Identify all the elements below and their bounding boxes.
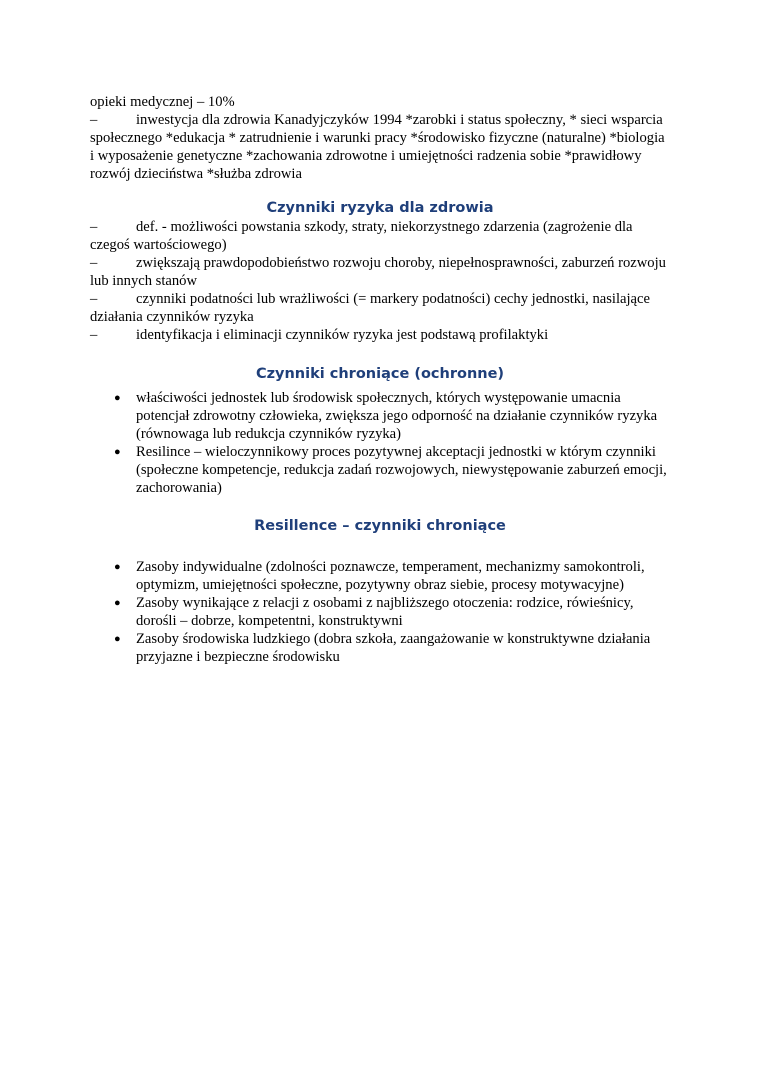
dash-marker: –: [90, 219, 98, 235]
resilience-list: [90, 558, 670, 666]
intro-dash-item: [90, 111, 670, 183]
risk-item-text: def. - możliwości powstania szkody, straty, niekorzystnego zdarzenia (zagrożenie dla czegoś wartościowego): [90, 219, 633, 253]
dash-marker: –: [90, 291, 98, 307]
list-item-text: Resilince – wieloczynnikowy proces pozytywnej akceptacji jednostki w którym czynniki (społeczne kompetencje, redukcja zadań rozwojowych, niewystępowanie zaburzeń emocji, zachorowania): [136, 444, 667, 496]
list-item: [90, 630, 670, 666]
bullet-icon: ●: [114, 446, 121, 458]
list-item: [90, 594, 670, 630]
risk-item-text: czynniki podatności lub wrażliwości (= markery podatności) cechy jednostki, nasilające działania czynników ryzyka: [90, 291, 650, 325]
list-item-text: Zasoby środowiska ludzkiego (dobra szkoła, zaangażowanie w konstruktywne działania przyjazne i bezpieczne środowisku: [136, 631, 651, 665]
dash-marker: –: [90, 327, 98, 343]
bullet-icon: ●: [114, 392, 121, 404]
resilience-heading: Resillence – czynniki chroniące: [254, 518, 506, 534]
risk-item: [90, 218, 670, 254]
risk-item: [90, 326, 670, 344]
dash-marker: –: [90, 255, 98, 271]
bullet-icon: ●: [114, 561, 121, 573]
list-item: [90, 443, 670, 497]
list-item-text: Zasoby wynikające z relacji z osobami z najbliższego otoczenia: rodzice, rówieśnicy, dorośli – dobrze, kompetentni, konstruktywni: [136, 595, 634, 629]
list-item-text: Zasoby indywidualne (zdolności poznawcze, temperament, mechanizmy samokontroli, optymizm, umiejętności społeczne, pozytywny obraz siebie, procesy motywacyjne): [136, 559, 645, 593]
protective-heading: Czynniki chroniące (ochronne): [255, 366, 505, 382]
risk-item: [90, 254, 670, 290]
list-item-text: właściwości jednostek lub środowisk społecznych, których występowanie umacnia potencjał zdrowotny człowieka, zwiększa jego odporność na działanie czynników ryzyka (równowaga lub redukcja czynników ryzyka): [136, 390, 658, 442]
intro-line: opieki medycznej – 10%: [90, 94, 235, 110]
intro-dash-text: inwestycja dla zdrowia Kanadyjczyków 1994 *zarobki i status społeczny, * sieci wsparcia społecznego *edukacja * zatrudnienie i warunki pracy *środowisko fizyczne (naturalne) *biologia i wyposażenie genetyczne *zachowania zdrowotne i umiejętności radzenia sobie *prawidłowy rozwój dzieciństwa *służba zdrowia: [90, 112, 665, 182]
risk-item-text: identyfikacja i eliminacji czynników ryzyka jest podstawą profilaktyki: [136, 327, 549, 343]
risk-item: [90, 290, 670, 326]
risk-heading: Czynniki ryzyka dla zdrowia: [266, 200, 494, 216]
risk-list: [90, 218, 670, 344]
protective-list: [90, 389, 670, 497]
list-item: [90, 558, 670, 594]
list-item: [90, 389, 670, 443]
dash-marker: –: [90, 112, 98, 128]
risk-item-text: zwiększają prawdopodobieństwo rozwoju choroby, niepełnosprawności, zaburzeń rozwoju lub innych stanów: [90, 255, 666, 289]
bullet-icon: ●: [114, 633, 121, 645]
bullet-icon: ●: [114, 597, 121, 609]
document-page: [90, 93, 670, 666]
